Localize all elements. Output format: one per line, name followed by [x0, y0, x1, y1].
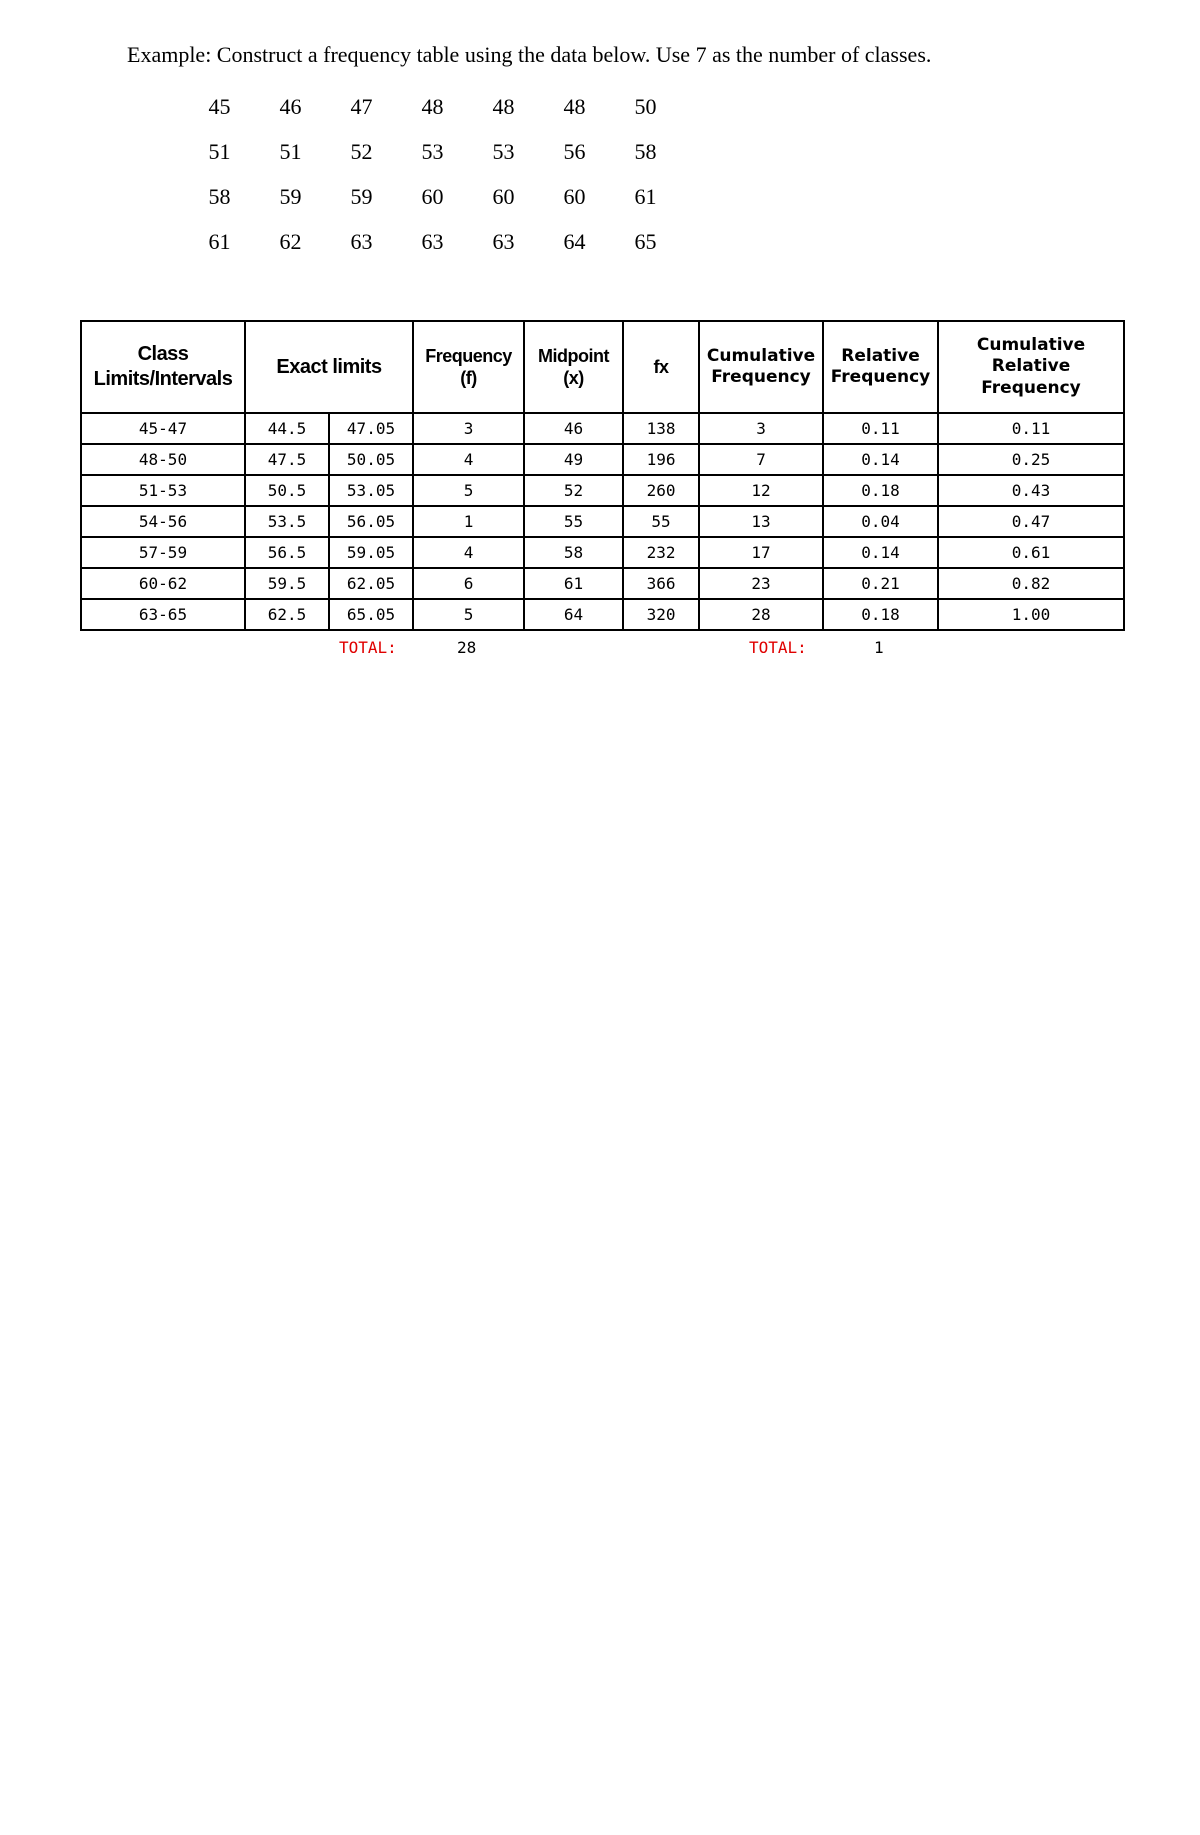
raw-data-value: 63 [421, 228, 444, 254]
raw-data-grid [184, 84, 681, 264]
cell-cumulative-relative-frequency: 0.11 [938, 413, 1124, 444]
raw-data-value: 52 [350, 138, 373, 164]
cell-relative-frequency: 0.14 [823, 537, 938, 568]
table-row [81, 568, 1124, 599]
cell-cumulative-frequency: 7 [699, 444, 823, 475]
cell-fx: 55 [623, 506, 699, 537]
cell-relative-frequency: 0.11 [823, 413, 938, 444]
cell-interval: 45-47 [81, 413, 245, 444]
raw-data-row [184, 84, 681, 129]
raw-data-value: 45 [208, 93, 231, 119]
cell-upper-limit: 65.05 [329, 599, 413, 630]
cell-frequency: 3 [413, 413, 524, 444]
cell-interval: 63-65 [81, 599, 245, 630]
cell-frequency: 4 [413, 537, 524, 568]
header-cumulative-relative-frequency: Cumulative Relative Frequency [938, 321, 1124, 413]
problem-statement: Example: Construct a frequency table using the data below. Use 7 as the number of classes. [127, 42, 932, 67]
header-cumulative-frequency: Cumulative Frequency [699, 321, 823, 413]
cell-cumulative-frequency: 12 [699, 475, 823, 506]
cell-relative-frequency: 0.04 [823, 506, 938, 537]
cell-midpoint: 52 [524, 475, 623, 506]
cell-fx: 366 [623, 568, 699, 599]
cell-fx: 196 [623, 444, 699, 475]
cell-frequency: 6 [413, 568, 524, 599]
raw-data-value: 61 [634, 183, 657, 209]
cell-lower-limit: 44.5 [245, 413, 329, 444]
cell-midpoint: 49 [524, 444, 623, 475]
raw-data-value: 64 [563, 228, 586, 254]
cell-interval: 54-56 [81, 506, 245, 537]
cell-upper-limit: 56.05 [329, 506, 413, 537]
raw-data-value: 63 [492, 228, 515, 254]
header-fx: fx [623, 321, 699, 413]
cell-cumulative-frequency: 23 [699, 568, 823, 599]
raw-data-value: 60 [421, 183, 444, 209]
cell-upper-limit: 50.05 [329, 444, 413, 475]
cell-lower-limit: 56.5 [245, 537, 329, 568]
cell-interval: 60-62 [81, 568, 245, 599]
cell-fx: 232 [623, 537, 699, 568]
raw-data-value: 50 [634, 93, 657, 119]
header-frequency: Frequency (f) [413, 321, 524, 413]
cell-cumulative-relative-frequency: 0.43 [938, 475, 1124, 506]
raw-data-value: 48 [421, 93, 444, 119]
cell-fx: 320 [623, 599, 699, 630]
raw-data-value: 53 [421, 138, 444, 164]
cell-upper-limit: 62.05 [329, 568, 413, 599]
header-exact-limits: Exact limits [245, 321, 413, 413]
table-row [81, 475, 1124, 506]
cell-interval: 57-59 [81, 537, 245, 568]
total-value-frequency: 28 [457, 638, 477, 657]
cell-midpoint: 46 [524, 413, 623, 444]
table-row [81, 599, 1124, 630]
raw-data-value: 59 [279, 183, 302, 209]
raw-data-value: 56 [563, 138, 586, 164]
raw-data-value: 60 [492, 183, 515, 209]
table-row [81, 444, 1124, 475]
cell-cumulative-frequency: 28 [699, 599, 823, 630]
cell-interval: 51-53 [81, 475, 245, 506]
total-value-relative-frequency: 1 [874, 638, 884, 657]
cell-cumulative-relative-frequency: 0.25 [938, 444, 1124, 475]
cell-frequency: 5 [413, 475, 524, 506]
cell-upper-limit: 59.05 [329, 537, 413, 568]
cell-cumulative-frequency: 3 [699, 413, 823, 444]
cell-cumulative-relative-frequency: 0.82 [938, 568, 1124, 599]
raw-data-value: 61 [208, 228, 231, 254]
cell-relative-frequency: 0.21 [823, 568, 938, 599]
raw-data-value: 58 [634, 138, 657, 164]
raw-data-value: 51 [208, 138, 231, 164]
cell-midpoint: 64 [524, 599, 623, 630]
table-row [81, 413, 1124, 444]
raw-data-value: 51 [279, 138, 302, 164]
cell-fx: 260 [623, 475, 699, 506]
cell-frequency: 4 [413, 444, 524, 475]
cell-cumulative-frequency: 17 [699, 537, 823, 568]
table-row [81, 537, 1124, 568]
frequency-table [80, 320, 1125, 631]
cell-lower-limit: 59.5 [245, 568, 329, 599]
cell-lower-limit: 50.5 [245, 475, 329, 506]
cell-interval: 48-50 [81, 444, 245, 475]
cell-lower-limit: 47.5 [245, 444, 329, 475]
header-relative-frequency: Relative Frequency [823, 321, 938, 413]
table-row [81, 506, 1124, 537]
cell-lower-limit: 62.5 [245, 599, 329, 630]
cell-cumulative-relative-frequency: 0.47 [938, 506, 1124, 537]
raw-data-row [184, 219, 681, 264]
cell-relative-frequency: 0.18 [823, 599, 938, 630]
cell-midpoint: 61 [524, 568, 623, 599]
raw-data-value: 58 [208, 183, 231, 209]
raw-data-row [184, 174, 681, 219]
raw-data-value: 59 [350, 183, 373, 209]
raw-data-value: 60 [563, 183, 586, 209]
cell-cumulative-relative-frequency: 1.00 [938, 599, 1124, 630]
raw-data-value: 48 [492, 93, 515, 119]
raw-data-value: 46 [279, 93, 302, 119]
cell-cumulative-relative-frequency: 0.61 [938, 537, 1124, 568]
cell-upper-limit: 47.05 [329, 413, 413, 444]
raw-data-value: 48 [563, 93, 586, 119]
cell-relative-frequency: 0.14 [823, 444, 938, 475]
raw-data-value: 47 [350, 93, 373, 119]
header-midpoint: Midpoint (x) [524, 321, 623, 413]
raw-data-value: 62 [279, 228, 302, 254]
cell-upper-limit: 53.05 [329, 475, 413, 506]
cell-relative-frequency: 0.18 [823, 475, 938, 506]
header-class-limits: Class Limits/Intervals [81, 321, 245, 413]
cell-lower-limit: 53.5 [245, 506, 329, 537]
total-label-frequency: TOTAL: [339, 638, 397, 657]
header-row [81, 321, 1124, 413]
raw-data-value: 63 [350, 228, 373, 254]
cell-frequency: 1 [413, 506, 524, 537]
raw-data-value: 53 [492, 138, 515, 164]
raw-data-row [184, 129, 681, 174]
cell-midpoint: 55 [524, 506, 623, 537]
cell-fx: 138 [623, 413, 699, 444]
cell-frequency: 5 [413, 599, 524, 630]
raw-data-value: 65 [634, 228, 657, 254]
total-label-relative-frequency: TOTAL: [749, 638, 807, 657]
cell-cumulative-frequency: 13 [699, 506, 823, 537]
cell-midpoint: 58 [524, 537, 623, 568]
